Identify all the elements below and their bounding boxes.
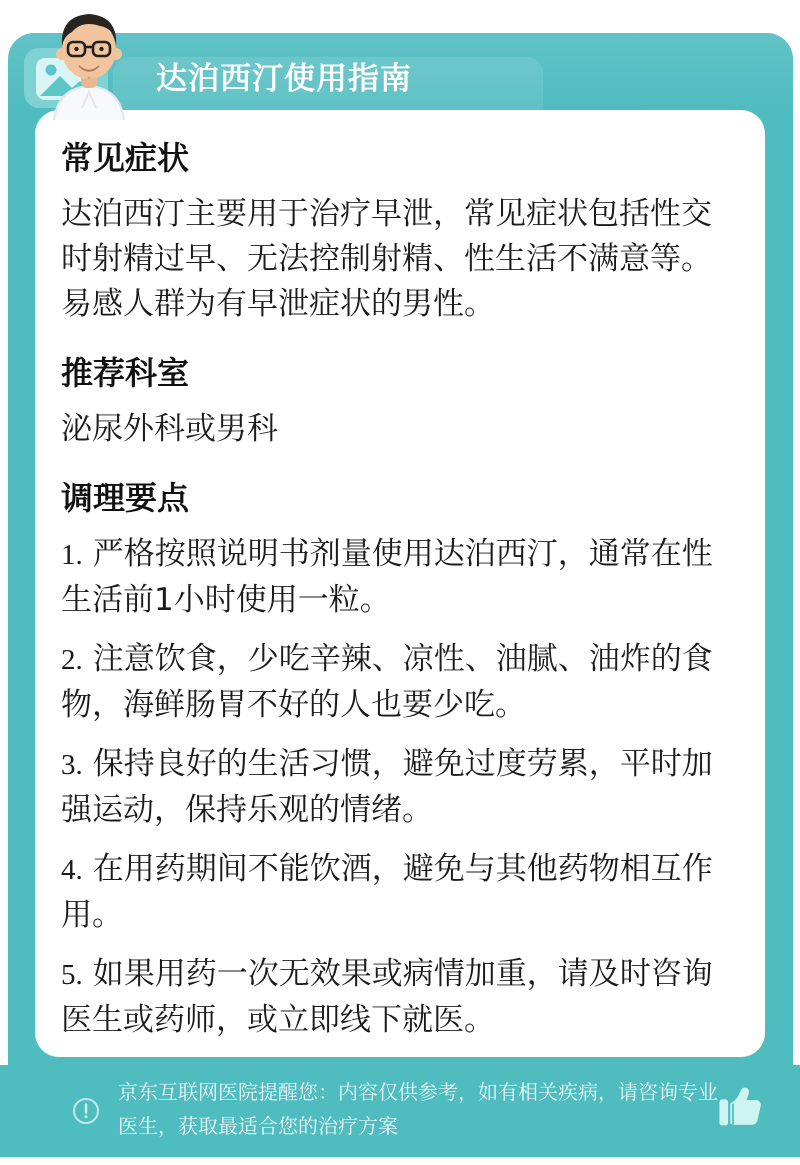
page-title: 达泊西汀使用指南 (156, 61, 412, 97)
list-item-text: 严格按照说明书剂量使用达泊西汀，通常在性生活前1小时使用一粒。 (61, 536, 713, 618)
list-item-number: 3. (61, 749, 83, 781)
doctor-avatar-illustration (12, 4, 164, 120)
list-item (61, 742, 739, 833)
list-item-number: 1. (61, 539, 83, 571)
section-heading-department: 推荐科室 (61, 354, 190, 392)
content-card (35, 110, 765, 1057)
section-body-symptoms: 达泊西汀主要用于治疗早泄，常见症状包括性交时射精过早、无法控制射精、性生活不满意等。易感人群为有早泄症状的男性。 (61, 196, 712, 322)
section-body-department: 泌尿外科或男科 (61, 411, 278, 447)
footer-disclaimer: 京东互联网医院提醒您：内容仅供参考，如有相关疾病，请咨询专业医生，获取最适合您的治疗方案 (118, 1080, 718, 1138)
list-item-text: 保持良好的生活习惯，避免过度劳累，平时加强运动，保持乐观的情绪。 (61, 746, 713, 828)
list-item (61, 532, 739, 623)
section-heading-tips: 调理要点 (61, 479, 190, 517)
list-item (61, 847, 739, 938)
footer (0, 1065, 800, 1157)
doctor-avatar (12, 4, 164, 120)
list-item (61, 952, 739, 1043)
list-item (61, 637, 739, 728)
info-icon (72, 1097, 100, 1125)
list-item-number: 2. (61, 644, 83, 676)
section-heading-symptoms: 常见症状 (61, 139, 190, 177)
list-item-text: 在用药期间不能饮酒，避免与其他药物相互作用。 (61, 851, 713, 933)
list-item-number: 4. (61, 854, 83, 886)
list-item-text: 注意饮食，少吃辛辣、凉性、油腻、油炸的食物，海鲜肠胃不好的人也要少吃。 (61, 641, 713, 723)
thumbs-up-icon[interactable] (714, 1079, 766, 1135)
list-item-number: 5. (61, 959, 83, 991)
list-item-text: 如果用药一次无效果或病情加重，请及时咨询医生或药师，或立即线下就医。 (61, 956, 713, 1038)
content-panel (8, 33, 793, 1065)
